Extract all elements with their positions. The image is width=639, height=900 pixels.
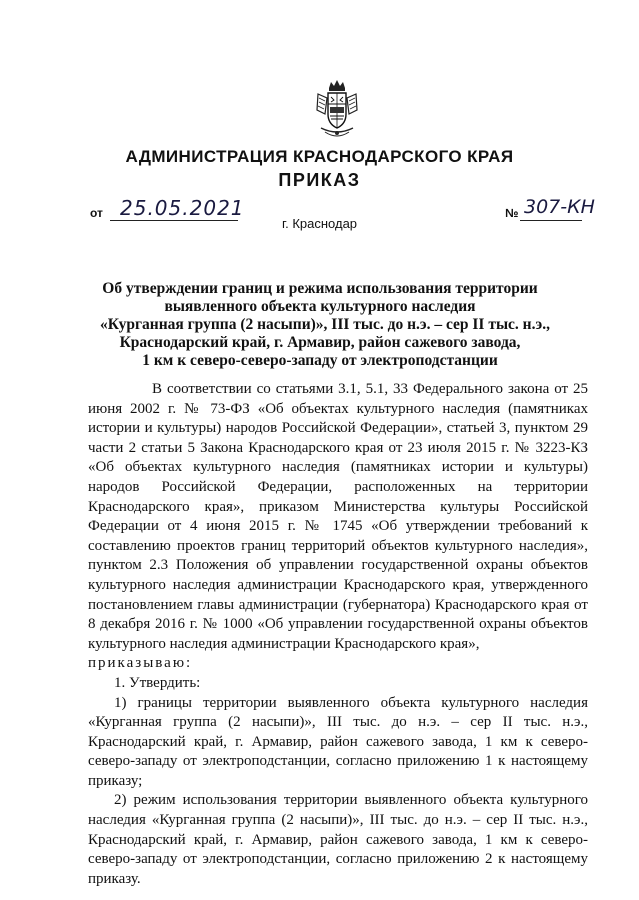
organization-name: АДМИНИСТРАЦИЯ КРАСНОДАРСКОГО КРАЯ: [125, 147, 514, 166]
item-1-1: 1) границы территории выявленного объекта культурного наследия «Курганная группа (2 насыпи)», III тыс. до н.э. – сер II тыс. н.э., Краснодарский край, г. Армавир, район сажевого завода, 1 км к северо-северо-западу от электроподстанции, согласно приложению 1 к настоящему приказу;: [88, 694, 588, 789]
document-date: 25.05.2021: [120, 196, 245, 220]
document-type: ПРИКАЗ: [278, 170, 361, 190]
item-1: 1. Утвердить:: [114, 674, 201, 691]
city: г. Краснодар: [281, 216, 358, 231]
document-number: 307-КН: [524, 196, 595, 218]
coat-of-arms-icon: [315, 80, 359, 140]
title-line: выявленного объекта культурного наследия: [164, 298, 476, 315]
title-line: Об утверждении границ и режима использования территории: [102, 280, 538, 297]
document-body: [88, 380, 588, 889]
number-prefix: №: [505, 206, 519, 220]
order-word: приказываю:: [88, 655, 193, 672]
title-line: 1 км к северо-северо-западу от электроподстанции: [142, 352, 498, 369]
title-line: «Курганная группа (2 насыпи)», III тыс. до н.э. – сер II тыс. н.э.,: [100, 316, 550, 333]
document-title: [100, 280, 550, 370]
date-prefix: от: [90, 206, 103, 220]
preamble-paragraph: В соответствии со статьями 3.1, 5.1, 33 Федерального закона от 25 июня 2002 г. № 73-ФЗ «Об объектах культурного наследия (памятниках истории и культуры) народов Российской Федерации», статьей 3, пунктом 29 части 2 статьи 5 Закона Краснодарского края от 23 июля 2015 г. № 3223-КЗ «Об объектах культурного наследия (памятниках истории и культуры) народов Российской Федерации, расположенных на территории Краснодарского края», приказом Министерства культуры Российской Федерации от 4 июня 2015 г. № 1745 «Об утверждении требований к составлению проектов границ территорий объектов культурного наследия», пунктом 2.3 Положения об управлении государственной охраны объектов культурного наследия администрации Краснодарского края, утвержденного постановлением главы администрации (губернатора) Краснодарского края от 8 декабря 2016 г. № 1000 «Об управлении государственной охраны объектов культурного наследия администрации Краснодарского края»,: [88, 381, 588, 652]
item-1-2: 2) режим использования территории выявленного объекта культурного наследия «Курганная группа (2 насыпи)», III тыс. до н.э. – сер II тыс. н.э., Краснодарский край, г. Армавир, район сажевого завода, 1 км к северо-северо-западу от электроподстанции, согласно приложению 2 к настоящему приказу.: [88, 792, 588, 887]
title-line: Краснодарский край, г. Армавир, район сажевого завода,: [119, 334, 521, 351]
